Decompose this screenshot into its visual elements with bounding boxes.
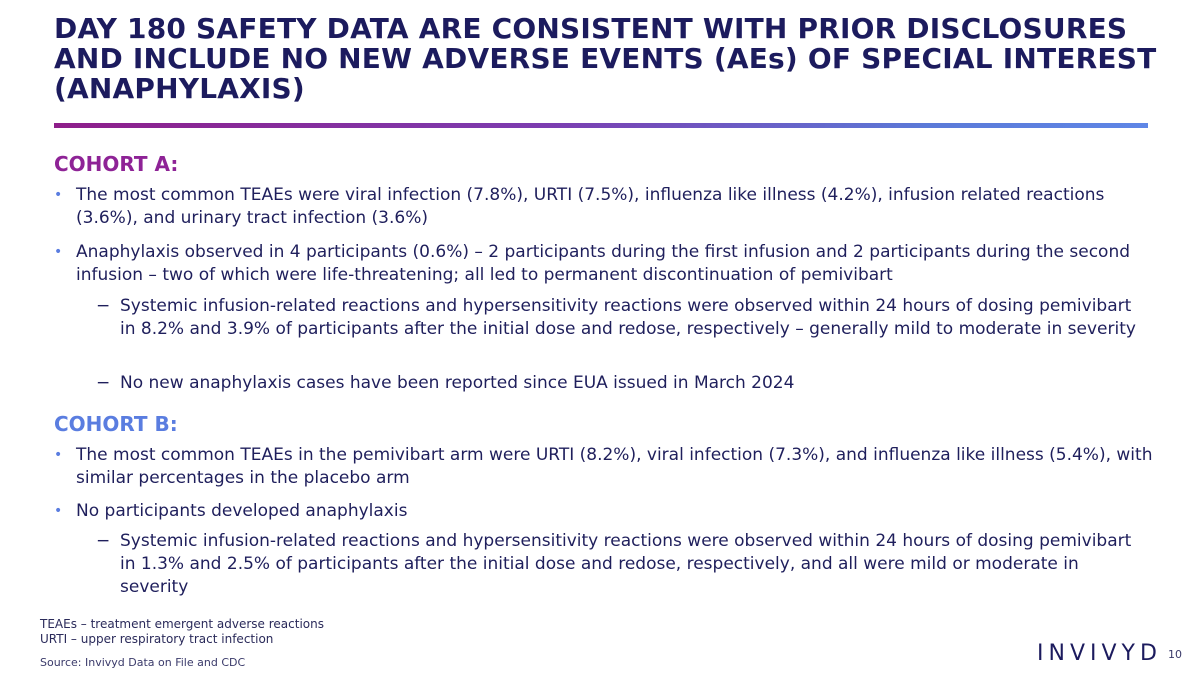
bullet-icon: •	[54, 503, 63, 519]
dash-icon: −	[96, 373, 111, 393]
dash-icon: −	[96, 296, 111, 316]
footnote-urti: URTI – upper respiratory tract infection	[40, 632, 274, 646]
cohort-b-sub-bullet-1: − Systemic infusion-related reactions and hypersensitivity reactions were observed within 24 hours of dosing pemivibart in 1.3% and 2.5% of participants after the initial dose and redose, respectively, and all were mild or moderate in severity	[96, 531, 1132, 597]
bullet-icon: •	[54, 244, 63, 260]
title-divider	[54, 123, 1148, 128]
cohort-a-sub-bullet-2: − No new anaphylaxis cases have been reported since EUA issued in March 2024	[96, 373, 795, 393]
slide-title: DAY 180 SAFETY DATA ARE CONSISTENT WITH PRIOR DISCLOSURES AND INCLUDE NO NEW ADVERSE EVENTS (AEs) OF SPECIAL INTEREST (ANAPHYLAXIS)	[54, 12, 1157, 105]
footnote-teaes: TEAEs – treatment emergent adverse reactions	[40, 617, 324, 631]
bullet-icon: •	[54, 187, 63, 203]
page-number: 10	[1168, 648, 1182, 661]
bullet-icon: •	[54, 447, 63, 463]
cohort-a-heading: COHORT A:	[54, 152, 179, 176]
cohort-a-bullet-1: • The most common TEAEs were viral infection (7.8%), URTI (7.5%), influenza like illness (4.2%), infusion related reactions (3.6%), and urinary tract infection (3.6%)	[54, 185, 1105, 228]
dash-icon: −	[96, 531, 111, 551]
invivyd-logo: INVIVYD	[1037, 641, 1162, 666]
cohort-b-bullet-1: • The most common TEAEs in the pemivibart arm were URTI (8.2%), viral infection (7.3%), and influenza like illness (5.4%), with similar percentages in the placebo arm	[54, 445, 1153, 488]
cohort-b-bullet-2: • No participants developed anaphylaxis	[54, 501, 408, 521]
cohort-a-sub-bullet-1: − Systemic infusion-related reactions and hypersensitivity reactions were observed within 24 hours of dosing pemivibart in 8.2% and 3.9% of participants after the initial dose and redose, respectively – generally mild to moderate in severity	[96, 296, 1136, 339]
cohort-b-heading: COHORT B:	[54, 412, 178, 436]
source-note: Source: Invivyd Data on File and CDC	[40, 656, 246, 669]
footnotes	[40, 617, 324, 647]
cohort-a-bullet-2: • Anaphylaxis observed in 4 participants (0.6%) – 2 participants during the first infusion and 2 participants during the second infusion – two of which were life-threatening; all led to permanent discontinuation of pemivibart	[54, 242, 1131, 285]
